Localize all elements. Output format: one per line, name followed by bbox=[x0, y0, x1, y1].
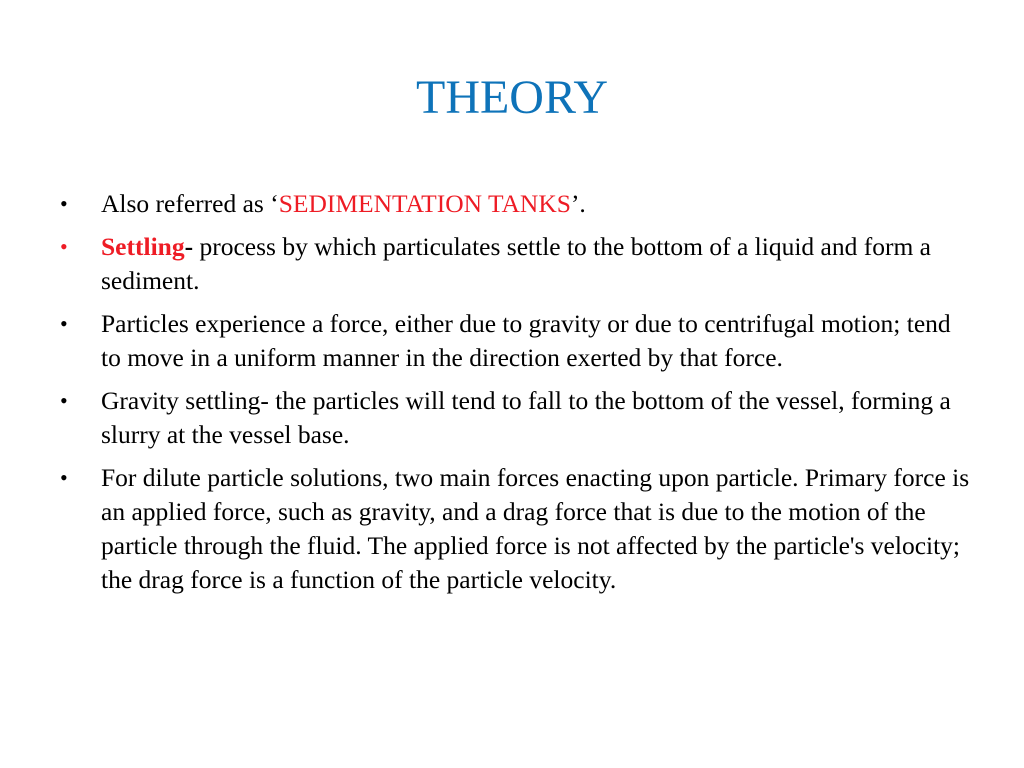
bullet-text: process by which particulates settle to the bottom of a liquid and form a sediment. bbox=[101, 232, 931, 295]
bullet-text-prefix: Also referred as ‘ bbox=[101, 189, 279, 218]
bullet-dot-icon: • bbox=[60, 388, 68, 413]
slide-title: THEORY bbox=[416, 71, 608, 124]
bullet-item-gravity-settling bbox=[60, 384, 970, 452]
bullet-dot-icon: • bbox=[60, 234, 68, 259]
bullet-item-settling bbox=[60, 230, 970, 298]
bullet-text: Particles experience a force, either due to gravity or due to centrifugal motion; tend to move in a uniform manner in the direction exerted by that force. bbox=[101, 309, 951, 372]
bullet-list bbox=[60, 187, 970, 606]
bullet-text-suffix: ’. bbox=[570, 189, 586, 218]
bullet-text: Gravity settling- the particles will tend to fall to the bottom of the vessel, forming a slurry at the vessel base. bbox=[101, 386, 951, 449]
bullet-text: For dilute particle solutions, two main forces enacting upon particle. Primary force is an applied force, such as gravity, and a drag force that is due to the motion of the particle through the fluid. The applied force is not affected by the particle's velocity; the drag force is a function of the particle velocity. bbox=[101, 463, 970, 594]
bullet-dot-icon: • bbox=[60, 465, 68, 490]
highlight-sedimentation-tanks: SEDIMENTATION TANKS bbox=[278, 189, 571, 218]
term-settling: Settling bbox=[101, 232, 185, 261]
bullet-dot-icon: • bbox=[60, 191, 68, 216]
term-dash: - bbox=[184, 232, 194, 261]
bullet-item-sedimentation-tanks bbox=[60, 187, 970, 221]
bullet-item-dilute-solutions bbox=[60, 461, 970, 597]
bullet-dot-icon: • bbox=[60, 311, 68, 336]
bullet-item-particle-forces bbox=[60, 307, 970, 375]
